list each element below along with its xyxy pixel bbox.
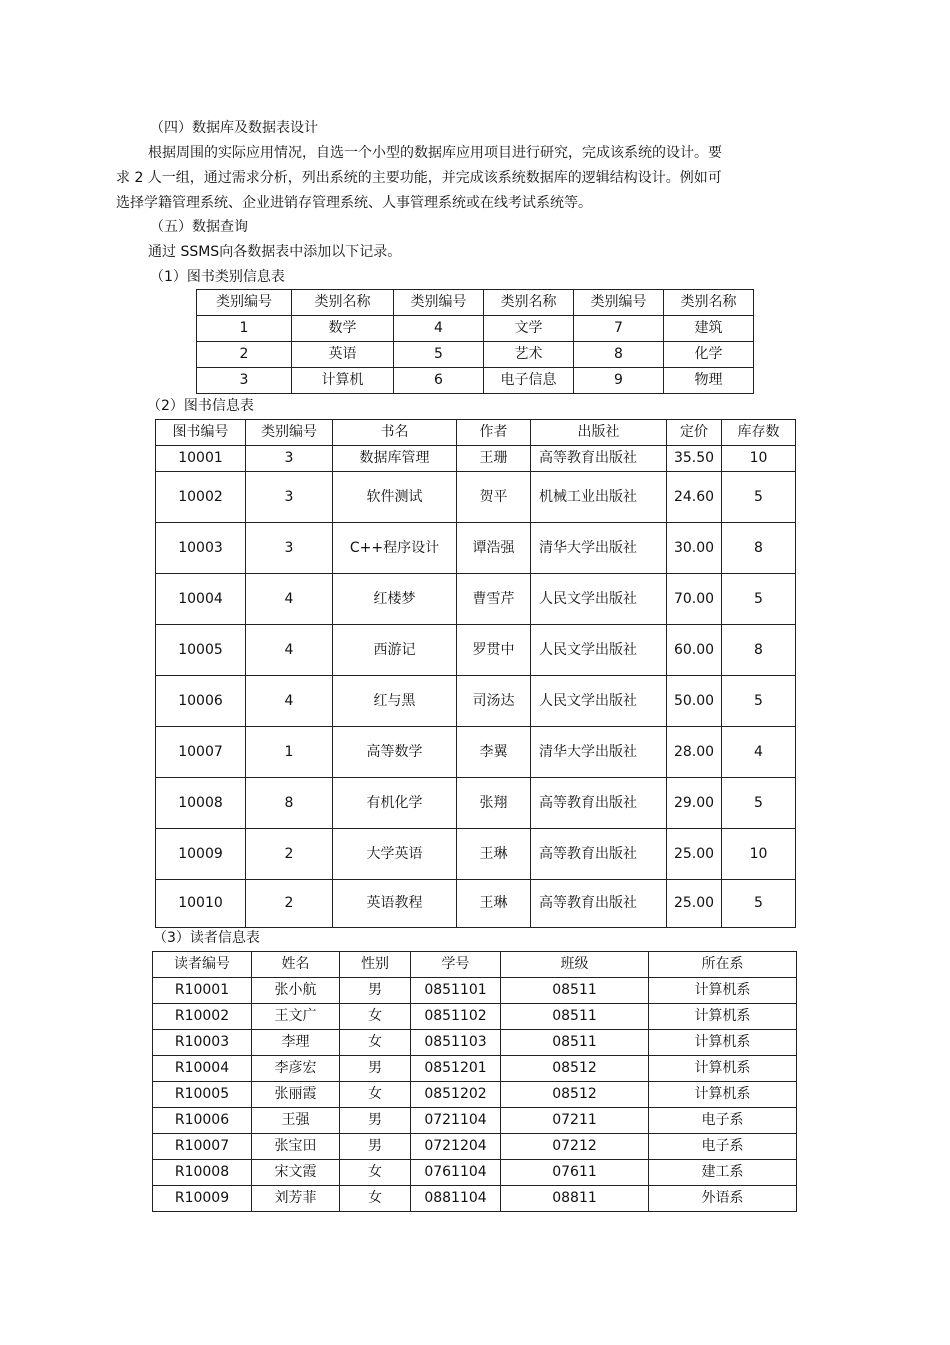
table-cell: 10009 (156, 829, 246, 880)
table-cell: 7 (574, 316, 664, 342)
table-cell: 10 (722, 829, 796, 880)
section4-heading: （四）数据库及数据表设计 (150, 120, 318, 136)
table-cell: 10001 (156, 446, 246, 472)
table-row (156, 625, 796, 676)
table-cell: 5 (722, 778, 796, 829)
table-cell: 软件测试 (333, 472, 457, 523)
table-cell: 5 (722, 880, 796, 928)
table-cell: 10005 (156, 625, 246, 676)
table-cell: 25.00 (667, 829, 722, 880)
table-cell: 3 (246, 523, 333, 574)
header-cell: 类别编号 (574, 290, 664, 316)
table3-caption: （3）读者信息表 (153, 930, 260, 946)
table-cell: 谭浩强 (457, 523, 531, 574)
table-cell: 8 (722, 523, 796, 574)
table-row (156, 727, 796, 778)
table-cell: R10009 (153, 1186, 252, 1212)
table-row (156, 829, 796, 880)
table-cell: R10007 (153, 1134, 252, 1160)
table-cell: 计算机系 (649, 1004, 797, 1030)
table-cell: 计算机系 (649, 1056, 797, 1082)
table-cell: 王琳 (457, 880, 531, 928)
table-cell: 0851201 (411, 1056, 501, 1082)
table-cell: 李翼 (457, 727, 531, 778)
table-cell: 男 (340, 978, 411, 1004)
section5-intro: 通过 SSMS向各数据表中添加以下记录。 (148, 244, 402, 260)
book-info-table (155, 419, 796, 928)
table-cell: 0851102 (411, 1004, 501, 1030)
table-row (156, 472, 796, 523)
table-cell: 8 (246, 778, 333, 829)
section4-paragraph-line1: 根据周围的实际应用情况，自选一个小型的数据库应用项目进行研究，完成该系统的设计。要 (148, 145, 722, 161)
table-cell: 女 (340, 1030, 411, 1056)
table-cell: 张丽霞 (252, 1082, 340, 1108)
table1-caption: （1）图书类别信息表 (150, 269, 285, 285)
table-cell: 王文广 (252, 1004, 340, 1030)
header-cell: 定价 (667, 420, 722, 446)
table-cell: 0881104 (411, 1186, 501, 1212)
header-cell: 班级 (501, 952, 649, 978)
table-cell: 08512 (501, 1056, 649, 1082)
header-cell: 读者编号 (153, 952, 252, 978)
table-cell: 1 (246, 727, 333, 778)
table-cell: 8 (722, 625, 796, 676)
table-cell: 10004 (156, 574, 246, 625)
table-row (153, 1030, 797, 1056)
table-cell: 电子信息 (484, 368, 574, 394)
table-cell: 08511 (501, 1004, 649, 1030)
table-cell: 曹雪芹 (457, 574, 531, 625)
table-cell: 28.00 (667, 727, 722, 778)
table-cell: R10003 (153, 1030, 252, 1056)
table-cell: 人民文学出版社 (531, 574, 667, 625)
book-category-table (196, 289, 754, 394)
table-cell: 08511 (501, 1030, 649, 1056)
table-cell: R10001 (153, 978, 252, 1004)
table-cell: 王珊 (457, 446, 531, 472)
table-cell: 10 (722, 446, 796, 472)
table-header-row (156, 420, 796, 446)
table-cell: 0761104 (411, 1160, 501, 1186)
table-cell: 1 (197, 316, 292, 342)
table-cell: 文学 (484, 316, 574, 342)
table-cell: 女 (340, 1186, 411, 1212)
table-cell: 4 (394, 316, 484, 342)
table-cell: 3 (246, 446, 333, 472)
table-cell: 4 (246, 676, 333, 727)
table-cell: R10008 (153, 1160, 252, 1186)
table-cell: R10004 (153, 1056, 252, 1082)
table-cell: 建筑 (664, 316, 754, 342)
table-cell: 5 (722, 676, 796, 727)
table-cell: 10006 (156, 676, 246, 727)
header-cell: 库存数 (722, 420, 796, 446)
table-cell: 0851101 (411, 978, 501, 1004)
table-row (153, 1108, 797, 1134)
table-cell: 9 (574, 368, 664, 394)
table-cell: 07212 (501, 1134, 649, 1160)
table-cell: 司汤达 (457, 676, 531, 727)
table-row (156, 676, 796, 727)
table-cell: 西游记 (333, 625, 457, 676)
table-row (156, 574, 796, 625)
table-cell: 8 (574, 342, 664, 368)
table-row (153, 1186, 797, 1212)
table-cell: 有机化学 (333, 778, 457, 829)
table-row (153, 1004, 797, 1030)
table-row (153, 1134, 797, 1160)
table-cell: R10002 (153, 1004, 252, 1030)
table-cell: 数学 (292, 316, 394, 342)
table-cell: 50.00 (667, 676, 722, 727)
header-cell: 出版社 (531, 420, 667, 446)
table-cell: 高等教育出版社 (531, 446, 667, 472)
table-row (197, 316, 754, 342)
table-cell: 10008 (156, 778, 246, 829)
table-row (156, 880, 796, 928)
table-cell: 大学英语 (333, 829, 457, 880)
table-cell: 24.60 (667, 472, 722, 523)
table-cell: 10007 (156, 727, 246, 778)
section5-heading: （五）数据查询 (150, 219, 248, 235)
table-cell: 高等教育出版社 (531, 880, 667, 928)
table-cell: 2 (246, 829, 333, 880)
table-cell: 4 (246, 625, 333, 676)
table-cell: 电子系 (649, 1134, 797, 1160)
table-row (156, 446, 796, 472)
table-cell: 机械工业出版社 (531, 472, 667, 523)
table-cell: 10010 (156, 880, 246, 928)
table-cell: 清华大学出版社 (531, 727, 667, 778)
table-cell: 红与黑 (333, 676, 457, 727)
table-cell: 29.00 (667, 778, 722, 829)
table-cell: 3 (197, 368, 292, 394)
table-cell: 高等数学 (333, 727, 457, 778)
table-cell: 李彦宏 (252, 1056, 340, 1082)
table-cell: 4 (722, 727, 796, 778)
table-header-row (197, 290, 754, 316)
table-cell: 电子系 (649, 1108, 797, 1134)
table-cell: 李理 (252, 1030, 340, 1056)
section4-paragraph-line2: 求 2 人一组，通过需求分析，列出系统的主要功能，并完成该系统数据库的逻辑结构设计。例如可 (116, 170, 722, 186)
table-cell: 计算机系 (649, 978, 797, 1004)
table-cell: 外语系 (649, 1186, 797, 1212)
reader-info-table (152, 951, 797, 1212)
section4-paragraph-line3: 选择学籍管理系统、企业进销存管理系统、人事管理系统或在线考试系统等。 (116, 195, 592, 211)
table-cell: 女 (340, 1004, 411, 1030)
table-cell: 物理 (664, 368, 754, 394)
table-cell: R10005 (153, 1082, 252, 1108)
table-cell: 张翔 (457, 778, 531, 829)
table-cell: 张宝田 (252, 1134, 340, 1160)
table-cell: 高等教育出版社 (531, 778, 667, 829)
table-cell: 男 (340, 1134, 411, 1160)
table-cell: 女 (340, 1082, 411, 1108)
header-cell: 类别编号 (197, 290, 292, 316)
table-cell: 建工系 (649, 1160, 797, 1186)
table-cell: 男 (340, 1056, 411, 1082)
table-row (153, 1160, 797, 1186)
table-cell: 计算机系 (649, 1082, 797, 1108)
table-cell: 宋文霞 (252, 1160, 340, 1186)
table-cell: 王琳 (457, 829, 531, 880)
table-cell: 07211 (501, 1108, 649, 1134)
header-cell: 所在系 (649, 952, 797, 978)
table-cell: 张小航 (252, 978, 340, 1004)
table-cell: 刘芳菲 (252, 1186, 340, 1212)
table-cell: 0721204 (411, 1134, 501, 1160)
table-cell: 5 (394, 342, 484, 368)
header-cell: 类别编号 (246, 420, 333, 446)
table-cell: C++程序设计 (333, 523, 457, 574)
table-cell: 6 (394, 368, 484, 394)
table-cell: 0851103 (411, 1030, 501, 1056)
table-cell: 王强 (252, 1108, 340, 1134)
table-cell: 5 (722, 472, 796, 523)
table-cell: 化学 (664, 342, 754, 368)
table-cell: 5 (722, 574, 796, 625)
table-cell: 2 (246, 880, 333, 928)
table-cell: 英语 (292, 342, 394, 368)
table-row (156, 523, 796, 574)
header-cell: 书名 (333, 420, 457, 446)
table-cell: 4 (246, 574, 333, 625)
header-cell: 类别编号 (394, 290, 484, 316)
table-cell: 红楼梦 (333, 574, 457, 625)
header-cell: 类别名称 (664, 290, 754, 316)
header-cell: 姓名 (252, 952, 340, 978)
table-cell: 10002 (156, 472, 246, 523)
table-cell: 10003 (156, 523, 246, 574)
table-cell: 男 (340, 1108, 411, 1134)
header-cell: 图书编号 (156, 420, 246, 446)
table-cell: 艺术 (484, 342, 574, 368)
table2-caption: （2）图书信息表 (147, 398, 254, 414)
table-row (153, 1082, 797, 1108)
table-cell: 人民文学出版社 (531, 676, 667, 727)
table-row (153, 1056, 797, 1082)
table-row (156, 778, 796, 829)
header-cell: 学号 (411, 952, 501, 978)
table-cell: 08811 (501, 1186, 649, 1212)
table-cell: 08512 (501, 1082, 649, 1108)
table-cell: 高等教育出版社 (531, 829, 667, 880)
table-cell: 人民文学出版社 (531, 625, 667, 676)
header-cell: 作者 (457, 420, 531, 446)
table-cell: 计算机 (292, 368, 394, 394)
table-cell: 英语教程 (333, 880, 457, 928)
table-cell: 70.00 (667, 574, 722, 625)
table-cell: 清华大学出版社 (531, 523, 667, 574)
table-cell: 数据库管理 (333, 446, 457, 472)
table-header-row (153, 952, 797, 978)
header-cell: 性别 (340, 952, 411, 978)
table-cell: 2 (197, 342, 292, 368)
header-cell: 类别名称 (292, 290, 394, 316)
table-cell: 贺平 (457, 472, 531, 523)
table-cell: 女 (340, 1160, 411, 1186)
table-cell: 0721104 (411, 1108, 501, 1134)
table-row (197, 368, 754, 394)
table-cell: 0851202 (411, 1082, 501, 1108)
table-cell: 25.00 (667, 880, 722, 928)
table-cell: 罗贯中 (457, 625, 531, 676)
table-cell: 3 (246, 472, 333, 523)
table-cell: 计算机系 (649, 1030, 797, 1056)
table-row (153, 978, 797, 1004)
table-cell: 30.00 (667, 523, 722, 574)
table-cell: 07611 (501, 1160, 649, 1186)
header-cell: 类别名称 (484, 290, 574, 316)
table-row (197, 342, 754, 368)
table-cell: 35.50 (667, 446, 722, 472)
table-cell: R10006 (153, 1108, 252, 1134)
table-cell: 60.00 (667, 625, 722, 676)
table-cell: 08511 (501, 978, 649, 1004)
